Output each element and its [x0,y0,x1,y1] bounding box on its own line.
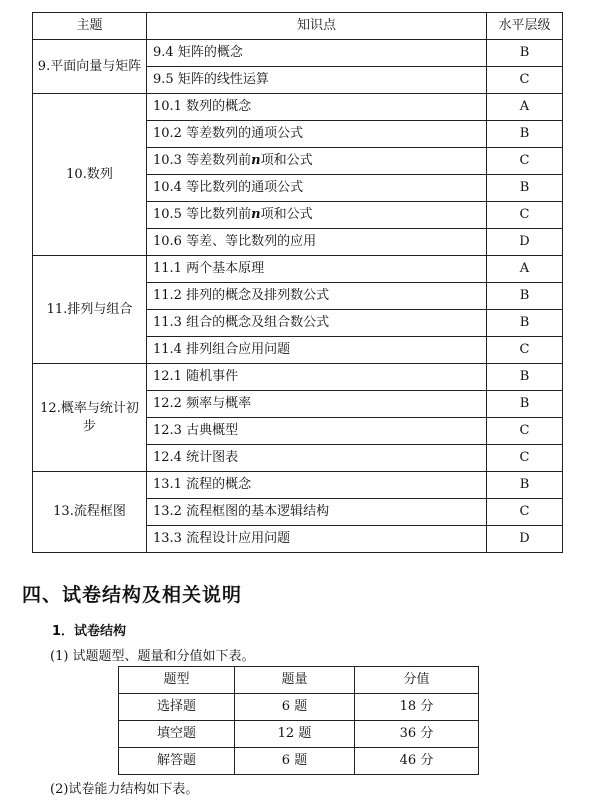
knowledge-point-number: 10.1 [153,99,182,115]
knowledge-point-number: 13.1 [153,477,182,493]
table-row [119,694,479,721]
knowledge-point-text: 项和公式 [260,207,313,223]
level-cell: B [487,40,563,67]
knowledge-point-number: 11.4 [153,342,182,358]
knowledge-point-text: 等差数列前 [186,153,252,169]
level-cell: B [487,121,563,148]
level-cell: C [487,418,563,445]
knowledge-point-cell [147,121,487,148]
knowledge-point-number: 10.4 [153,180,182,196]
knowledge-point-text: 等比数列前 [186,207,252,223]
knowledge-point-number: 11.1 [153,261,182,277]
score-cell: 18 分 [355,694,479,721]
knowledge-point-text: 流程的概念 [186,477,252,493]
level-cell: D [487,229,563,256]
table-row [33,94,563,121]
knowledge-point-text: 矩阵的概念 [177,45,243,61]
knowledge-points-table [32,12,563,553]
level-cell: D [487,526,563,553]
topic-cell: 9.平面向量与矩阵 [33,40,147,94]
question-type-cell: 选择题 [119,694,235,721]
knowledge-point-text: 排列的概念及排列数公式 [186,288,330,304]
question-count-cell: 12 题 [235,721,355,748]
knowledge-point-text: 项和公式 [260,153,313,169]
level-cell: C [487,337,563,364]
level-cell: A [487,256,563,283]
knowledge-point-number: 12.4 [153,450,182,466]
level-cell: A [487,94,563,121]
knowledge-point-number: 11.3 [153,315,182,331]
knowledge-point-cell [147,40,487,67]
header-question-type: 题型 [119,667,235,694]
score-cell: 36 分 [355,721,479,748]
table-header-row [119,667,479,694]
knowledge-point-text: 数列的概念 [186,99,252,115]
header-score: 分值 [355,667,479,694]
knowledge-point-number: 12.2 [153,396,182,412]
level-cell: B [487,283,563,310]
score-cell: 46 分 [355,748,479,775]
knowledge-point-cell [147,67,487,94]
question-types-table [118,666,479,775]
knowledge-point-text: 流程框图的基本逻辑结构 [186,504,330,520]
knowledge-point-cell [147,337,487,364]
level-cell: B [487,391,563,418]
header-topic: 主题 [33,13,147,40]
knowledge-point-number: 12.1 [153,369,182,385]
knowledge-point-text: 两个基本原理 [186,261,265,277]
knowledge-point-cell [147,175,487,202]
knowledge-point-number: 10.5 [153,207,182,223]
table-row [33,364,563,391]
knowledge-point-number: 11.2 [153,288,182,304]
knowledge-point-cell [147,526,487,553]
math-variable: n [251,207,261,223]
topic-cell: 12.概率与统计初步 [33,364,147,472]
table-header-row [33,13,563,40]
topic-cell: 10.数列 [33,94,147,256]
knowledge-point-cell [147,229,487,256]
knowledge-point-cell [147,445,487,472]
knowledge-point-text: 矩阵的线性运算 [177,72,269,88]
knowledge-point-text: 等差、等比数列的应用 [186,234,317,250]
level-cell: B [487,364,563,391]
knowledge-point-cell [147,391,487,418]
knowledge-point-cell [147,283,487,310]
level-cell: C [487,445,563,472]
knowledge-point-text: 随机事件 [186,369,239,385]
knowledge-point-number: 10.3 [153,153,182,169]
knowledge-point-text: 流程设计应用问题 [186,531,291,547]
level-cell: C [487,148,563,175]
knowledge-point-number: 13.3 [153,531,182,547]
paragraph-question-types: (1) 试题题型、题量和分值如下表。 [50,649,255,664]
header-question-count: 题量 [235,667,355,694]
math-variable: n [251,153,261,169]
sub-heading: 1．试卷结构 [52,624,127,639]
section-heading: 四、试卷结构及相关说明 [22,584,243,606]
question-count-cell: 6 题 [235,748,355,775]
question-types-body [119,694,479,775]
topic-cell: 13.流程框图 [33,472,147,553]
table-row [119,748,479,775]
knowledge-point-text: 古典概型 [186,423,239,439]
knowledge-point-cell [147,499,487,526]
knowledge-point-cell [147,472,487,499]
level-cell: C [487,202,563,229]
paragraph-ability-structure: (2)试卷能力结构如下表。 [50,782,199,797]
knowledge-point-cell [147,202,487,229]
table-row [33,40,563,67]
knowledge-point-text: 等比数列的通项公式 [186,180,304,196]
knowledge-point-number: 10.2 [153,126,182,142]
level-cell: B [487,472,563,499]
table-row [33,472,563,499]
knowledge-point-cell [147,148,487,175]
level-cell: B [487,175,563,202]
knowledge-point-number: 9.4 [153,45,174,61]
header-level: 水平层级 [487,13,563,40]
question-type-cell: 解答题 [119,748,235,775]
knowledge-point-text: 统计图表 [186,450,239,466]
question-count-cell: 6 题 [235,694,355,721]
knowledge-point-cell [147,364,487,391]
header-knowledge-point: 知识点 [147,13,487,40]
knowledge-point-text: 排列组合应用问题 [186,342,291,358]
topic-cell: 11.排列与组合 [33,256,147,364]
level-cell: C [487,67,563,94]
level-cell: C [487,499,563,526]
knowledge-point-text: 频率与概率 [186,396,252,412]
knowledge-point-number: 9.5 [153,72,174,88]
knowledge-point-cell [147,256,487,283]
knowledge-point-text: 组合的概念及组合数公式 [186,315,330,331]
knowledge-point-number: 10.6 [153,234,182,250]
knowledge-point-cell [147,418,487,445]
knowledge-point-text: 等差数列的通项公式 [186,126,304,142]
level-cell: B [487,310,563,337]
knowledge-point-number: 13.2 [153,504,182,520]
table-row [33,256,563,283]
question-type-cell: 填空题 [119,721,235,748]
knowledge-point-cell [147,94,487,121]
knowledge-point-cell [147,310,487,337]
table-row [119,721,479,748]
knowledge-points-body [33,40,563,553]
knowledge-point-number: 12.3 [153,423,182,439]
